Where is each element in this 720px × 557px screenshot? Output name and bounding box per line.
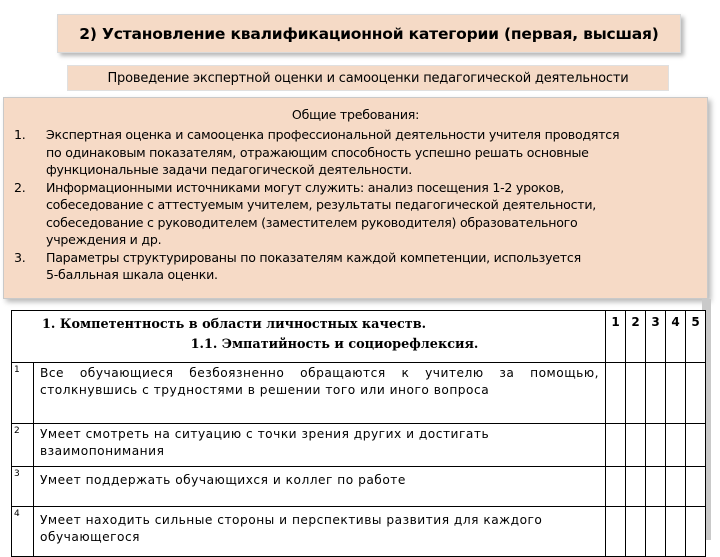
row-text: Все обучающиеся безбоязненно обращаются к учителю за помощью, столкнувшись с трудностями в решении того или иного вопроса (34, 363, 606, 424)
score-cell[interactable] (606, 363, 626, 424)
score-cell[interactable] (646, 363, 666, 424)
score-cell[interactable] (606, 467, 626, 507)
table-row (12, 507, 706, 557)
requirement-number: 2. (14, 179, 26, 195)
competence-subtitle: 1.1. Эмпатийность и социорефлексия. (190, 337, 479, 352)
score-cell[interactable] (666, 363, 686, 424)
requirement-line: Параметры структурированы по показателям каждой компетенции, используется (46, 249, 581, 265)
score-cell[interactable] (646, 424, 666, 467)
requirement-item-1 (4, 126, 707, 179)
requirement-line: 5-балльная шкала оценки. (46, 267, 218, 282)
slide-title-text: 2) Установление квалификационной категории (первая, высшая) (79, 24, 659, 43)
score-cell[interactable] (666, 507, 686, 557)
score-cell[interactable] (646, 507, 666, 557)
requirement-item-2 (4, 179, 707, 249)
score-header-3: 3 (646, 311, 666, 363)
table-header-row (12, 311, 706, 363)
score-cell[interactable] (626, 363, 646, 424)
score-header-5: 5 (686, 311, 706, 363)
score-cell[interactable] (606, 507, 626, 557)
score-cell[interactable] (686, 363, 706, 424)
row-text: Умеет поддержать обучающихся и коллег по работе (34, 467, 606, 507)
competence-header (12, 311, 606, 363)
score-cell[interactable] (646, 467, 666, 507)
requirement-line: Информационными источниками могут служить: анализ посещения 1-2 уроков, (46, 179, 565, 195)
row-number: 2 (12, 424, 34, 467)
score-cell[interactable] (686, 424, 706, 467)
requirement-number: 1. (14, 127, 26, 142)
slide-subtitle-text: Проведение экспертной оценки и самооценки педагогической деятельности (107, 70, 629, 86)
score-header-1: 1 (606, 311, 626, 363)
requirement-line: Экспертная оценка и самооценка профессиональной деятельности учителя проводятся (46, 127, 620, 142)
score-cell[interactable] (686, 507, 706, 557)
table-row (12, 467, 706, 507)
requirement-line: по одинаковым показателям, отражающим способность успешно решать основные (46, 144, 589, 160)
general-requirements-box (3, 97, 708, 299)
score-header-2: 2 (626, 311, 646, 363)
competence-title: 1. Компетентность в области личностных качеств. (42, 317, 427, 332)
requirement-number: 3. (14, 249, 26, 265)
row-text: Умеет находить сильные стороны и перспективы развития для каждого обучающегося (34, 507, 606, 557)
score-cell[interactable] (666, 467, 686, 507)
table-row (12, 363, 706, 424)
requirement-line: собеседование с руководителем (заместителем руководителя) образовательного (46, 214, 578, 230)
score-cell[interactable] (626, 424, 646, 467)
score-header-4: 4 (666, 311, 686, 363)
table-row (12, 424, 706, 467)
requirement-item-3 (4, 249, 707, 284)
requirement-line: функциональные задачи педагогической деятельности. (46, 162, 412, 177)
score-cell[interactable] (666, 424, 686, 467)
requirement-line: учреждения и др. (46, 232, 162, 247)
score-cell[interactable] (686, 467, 706, 507)
requirements-list (4, 126, 707, 284)
score-cell[interactable] (626, 467, 646, 507)
row-text: Умеет смотреть на ситуацию с точки зрения других и достигать взаимопонимания (34, 424, 606, 467)
slide-title (57, 14, 681, 53)
row-number: 3 (12, 467, 34, 507)
requirement-line: собеседование с аттестуемым учителем, результаты педагогической деятельности, (46, 197, 597, 212)
row-number: 4 (12, 507, 34, 557)
requirements-title: Общие требования: (291, 107, 420, 122)
score-cell[interactable] (606, 424, 626, 467)
row-number: 1 (12, 363, 34, 424)
slide-subtitle (67, 65, 669, 91)
score-cell[interactable] (626, 507, 646, 557)
competence-table (11, 310, 706, 557)
